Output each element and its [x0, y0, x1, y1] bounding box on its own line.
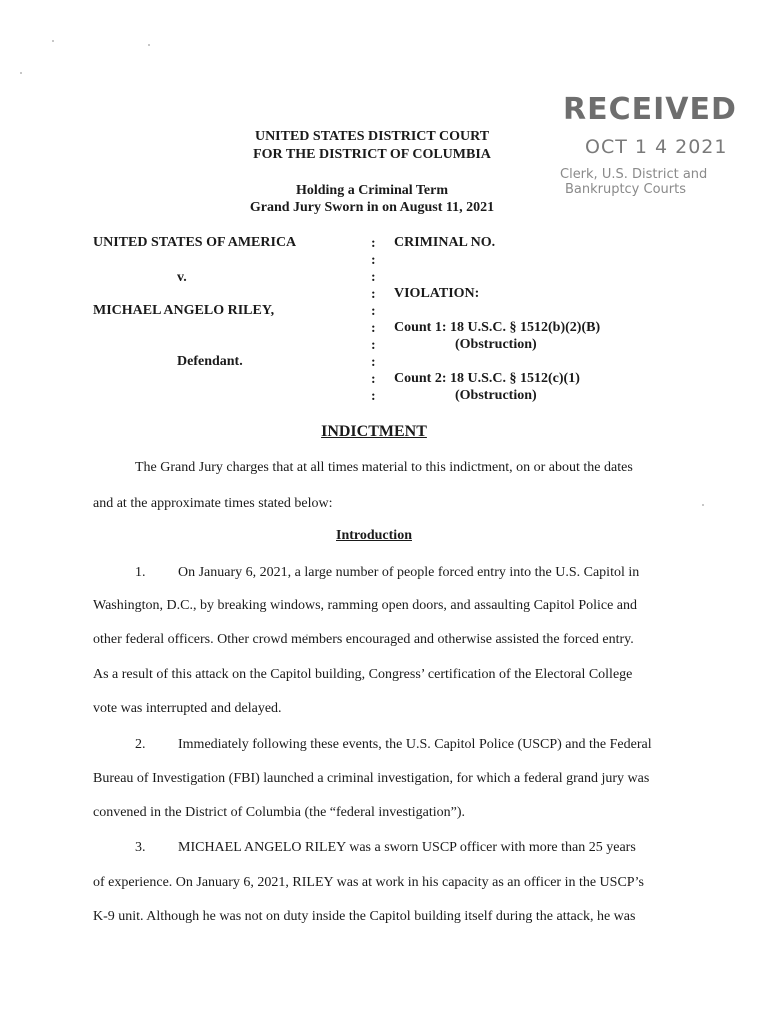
court-name-line-1: UNITED STATES DISTRICT COURT — [254, 129, 490, 144]
document-title: INDICTMENT — [321, 423, 427, 440]
paragraph-line: other federal officers. Other crowd members encouraged and otherwise assisted the forced entry. — [93, 632, 634, 647]
court-name-line-2: FOR THE DISTRICT OF COLUMBIA — [253, 147, 491, 162]
criminal-no-label: CRIMINAL NO. — [394, 235, 496, 250]
caption-colon: : — [371, 236, 376, 251]
defendant-name: MICHAEL ANGELO RILEY, — [93, 303, 275, 318]
term-line-1: Holding a Criminal Term — [295, 183, 449, 198]
caption-colon: : — [371, 321, 376, 336]
paragraph-line: convened in the District of Columbia (the “federal investigation”). — [93, 805, 466, 820]
paragraph-number: 2. — [135, 737, 146, 752]
preamble-line: and at the approximate times stated below: — [93, 496, 333, 511]
versus-label: v. — [177, 270, 187, 285]
caption-colon: : — [371, 253, 376, 268]
count-2-statute: Count 2: 18 U.S.C. § 1512(c)(1) — [394, 371, 580, 386]
scan-speck — [20, 72, 22, 74]
count-2-description: (Obstruction) — [455, 388, 537, 403]
paragraph-line: K-9 unit. Although he was not on duty inside the Capitol building itself during the attack, he was — [93, 909, 636, 924]
defendant-label: Defendant. — [177, 354, 243, 369]
received-stamp-date: OCT 1 4 2021 — [585, 136, 728, 158]
paragraph-line: vote was interrupted and delayed. — [93, 701, 282, 716]
paragraph-line: Bureau of Investigation (FBI) launched a criminal investigation, for which a federal grand jury was — [93, 771, 650, 786]
paragraph-line: On January 6, 2021, a large number of people forced entry into the U.S. Capitol in — [178, 565, 640, 580]
scan-speck — [148, 44, 150, 46]
count-1-statute: Count 1: 18 U.S.C. § 1512(b)(2)(B) — [394, 320, 601, 335]
caption-colon: : — [371, 355, 376, 370]
plaintiff-name: UNITED STATES OF AMERICA — [93, 235, 297, 250]
caption-colon: : — [371, 372, 376, 387]
paragraph-line: MICHAEL ANGELO RILEY was a sworn USCP officer with more than 25 years — [178, 840, 636, 855]
caption-colon: : — [371, 270, 376, 285]
section-heading: Introduction — [336, 528, 412, 543]
caption-colon: : — [371, 287, 376, 302]
scan-speck — [702, 504, 704, 506]
clerk-line-2: Bankruptcy Courts — [564, 182, 686, 197]
caption-colon: : — [371, 389, 376, 404]
paragraph-line: Washington, D.C., by breaking windows, ramming open doors, and assaulting Capitol Police and — [93, 598, 638, 613]
received-stamp: RECEIVED — [563, 92, 737, 127]
paragraph-line: As a result of this attack on the Capitol building, Congress’ certification of the Electoral College — [93, 667, 633, 682]
paragraph-number: 3. — [135, 840, 146, 855]
paragraph-line: Immediately following these events, the U.S. Capitol Police (USCP) and the Federal — [178, 737, 652, 752]
scan-speck — [52, 40, 54, 42]
violation-label: VIOLATION: — [394, 286, 480, 301]
caption-colon: : — [371, 338, 376, 353]
preamble-line: The Grand Jury charges that at all times material to this indictment, on or about the dates — [135, 460, 633, 475]
term-line-2: Grand Jury Sworn in on August 11, 2021 — [249, 200, 495, 215]
paragraph-line: of experience. On January 6, 2021, RILEY was at work in his capacity as an officer in the USCP’s — [93, 875, 644, 890]
paragraph-number: 1. — [135, 565, 146, 580]
caption-colon: : — [371, 304, 376, 319]
clerk-line-1: Clerk, U.S. District and — [560, 167, 708, 182]
count-1-description: (Obstruction) — [455, 337, 537, 352]
